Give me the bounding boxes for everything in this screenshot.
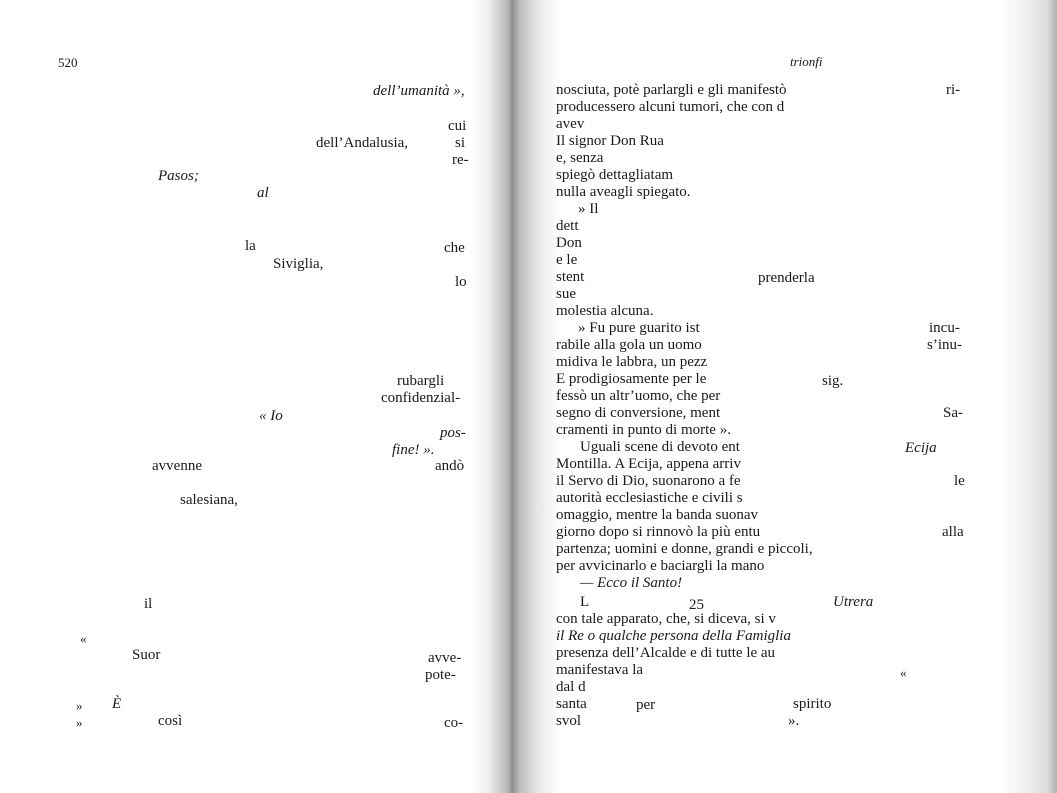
text-line: » Il <box>578 201 599 217</box>
text-line: molestia alcuna. <box>556 303 654 319</box>
page-edge-shadow <box>997 0 1057 793</box>
right-fragment: incu- <box>929 320 960 336</box>
right-fragment: ». <box>788 713 800 729</box>
text-line: » Fu pure guarito ist <box>578 320 700 336</box>
text-line: midiva le labbra, un pezz <box>556 354 708 370</box>
right-fragment: Ecija <box>905 440 937 456</box>
page-number: 520 <box>58 55 78 70</box>
left-fragment: Pasos; <box>158 168 199 184</box>
text-line: e, senza <box>556 150 604 166</box>
text-line: manifestava la <box>556 662 644 678</box>
left-fragment: il <box>144 596 153 612</box>
right-fragment: 25 <box>689 597 704 613</box>
left-fragment: si <box>455 135 466 151</box>
running-head: trionfi <box>790 54 823 69</box>
left-fragment: » <box>76 698 83 713</box>
left-fragment: re- <box>452 152 469 168</box>
right-fragment: sig. <box>822 373 844 389</box>
left-fragment: che <box>444 240 465 256</box>
left-fragment: È <box>112 696 122 712</box>
left-fragment: andò <box>435 458 465 474</box>
text-line: stent <box>556 269 585 285</box>
right-fragment: prenderla <box>758 270 815 286</box>
text-line: per avvicinarlo e baciargli la mano <box>556 558 765 574</box>
left-fragment: pote- <box>425 667 456 683</box>
text-line: dal d <box>556 679 586 695</box>
text-line: nosciuta, potè parlargli e gli manifestò <box>556 82 787 98</box>
right-fragment: ri- <box>946 82 961 98</box>
text-line: L <box>580 594 590 610</box>
text-line: Uguali scene di devoto ent <box>580 439 740 455</box>
right-fragment: s’inu- <box>927 337 962 353</box>
left-fragment: pos- <box>440 425 466 441</box>
text-line: sue <box>556 286 576 302</box>
left-fragment: fine! ». <box>392 442 435 458</box>
text-line: autorità ecclesiastiche e civili s <box>556 490 743 506</box>
text-line: Montilla. A Ecija, appena arriv <box>556 456 741 472</box>
text-line: omaggio, mentre la banda suonav <box>556 507 759 523</box>
left-fragment: co- <box>444 715 464 731</box>
text-line: il Re o qualche persona della Famiglia <box>556 628 791 644</box>
text-line: dett <box>556 218 579 234</box>
text-line: il Servo di Dio, suonarono a fe <box>556 473 741 489</box>
left-fragment: al <box>257 185 269 201</box>
right-fragment: per <box>636 697 656 713</box>
text-line: giorno dopo si rinnovò la più entu <box>556 524 761 540</box>
left-fragment: cui <box>448 118 467 134</box>
left-fragment: dell’umanità », <box>373 83 465 99</box>
text-line: partenza; uomini e donne, grandi e piccoli, <box>556 541 813 557</box>
text-line: — Ecco il Santo! <box>580 575 683 591</box>
left-fragment: la <box>245 238 256 254</box>
text-line: Don <box>556 235 582 251</box>
left-fragment: avve- <box>428 650 462 666</box>
text-line: fessò un altr’uomo, che per <box>556 388 721 404</box>
left-fragment: Siviglia, <box>273 256 324 272</box>
text-line: Il signor Don Rua <box>556 133 664 149</box>
left-fragment: così <box>158 713 183 729</box>
text-line: cramenti in punto di morte ». <box>556 422 731 438</box>
left-fragment: rubargli <box>397 373 445 389</box>
text-line: santa <box>556 696 587 712</box>
right-fragment: le <box>954 473 965 489</box>
text-line: e le <box>556 252 578 268</box>
text-line: segno di conversione, ment <box>556 405 721 421</box>
left-fragment: avvenne <box>152 458 202 474</box>
right-fragment: alla <box>942 524 964 540</box>
text-line: svol <box>556 713 582 729</box>
text-line: con tale apparato, che, si diceva, si v <box>556 611 776 627</box>
left-fragment: salesiana, <box>180 492 238 508</box>
left-fragment: « Io <box>259 408 283 424</box>
text-line: presenza dell’Alcalde e di tutte le au <box>556 645 776 661</box>
right-fragment: Utrera <box>833 594 874 610</box>
text-line: avev <box>556 116 585 132</box>
left-fragment: Suor <box>132 647 161 663</box>
left-fragment: confidenzial- <box>381 390 461 406</box>
left-fragment: lo <box>455 274 467 290</box>
right-fragment: « <box>900 665 907 680</box>
text-line: spiegò dettagliatam <box>556 167 674 183</box>
text-line: E prodigiosamente per le <box>556 371 707 387</box>
text-line: producessero alcuni tumori, che con d <box>556 99 785 115</box>
right-fragment: spirito <box>793 696 832 712</box>
left-fragment: » <box>76 715 83 730</box>
text-line: rabile alla gola un uomo <box>556 337 702 353</box>
left-fragment: « <box>80 631 87 646</box>
left-fragment: dell’Andalusia, <box>316 135 409 151</box>
right-fragment: Sa- <box>943 405 963 421</box>
text-line: nulla aveagli spiegato. <box>556 184 691 200</box>
book-gutter-shadow <box>470 0 560 793</box>
